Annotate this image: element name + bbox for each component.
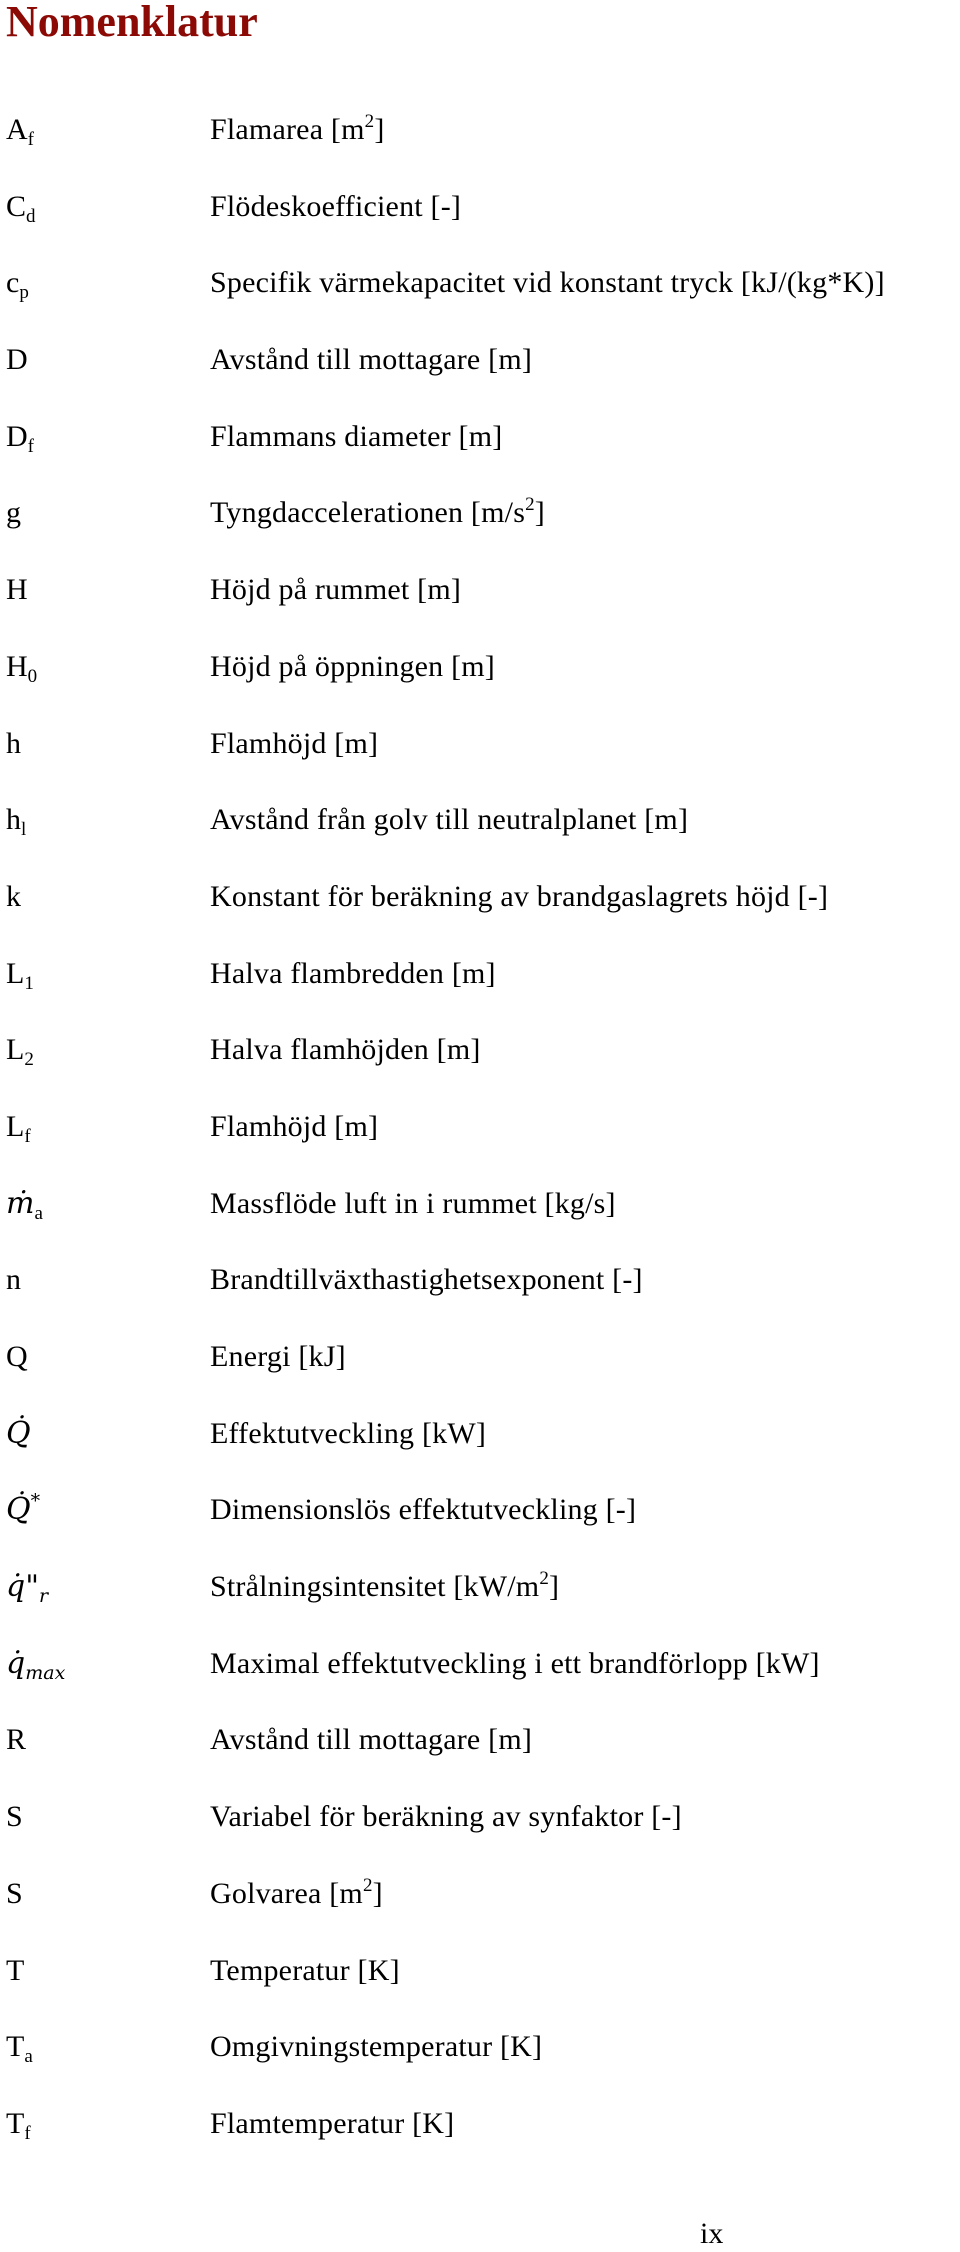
description-text: Variabel för beräkning av synfaktor [-] (210, 1800, 682, 1834)
description-text: Tyngdaccelerationen [m/s (210, 496, 526, 530)
description (210, 1799, 682, 1835)
symbol-base: D (6, 343, 28, 377)
symbol-base: T (6, 1953, 25, 1987)
nomenclature-row (0, 1791, 960, 1868)
description-text: Brandtillväxthastighetsexponent [-] (210, 1263, 643, 1297)
symbol (6, 1339, 28, 1375)
nomenclature-row (0, 1024, 960, 1101)
description (210, 2029, 542, 2065)
description-text: Flamarea [m (210, 113, 365, 146)
symbol-subscript: r (39, 1585, 49, 1608)
symbol-base: ṁ (6, 1185, 35, 1221)
nomenclature-row (0, 334, 960, 411)
description (210, 572, 461, 608)
symbol-base: n (6, 1263, 21, 1297)
description (210, 649, 495, 685)
symbol-base: H (6, 573, 28, 607)
symbol-subscript: d (26, 205, 36, 227)
description (210, 1186, 616, 1222)
symbol (6, 956, 34, 992)
nomenclature-row (0, 411, 960, 488)
nomenclature-row (0, 1714, 960, 1791)
symbol-subscript: f (27, 435, 34, 457)
symbol (6, 802, 27, 841)
description (210, 112, 385, 148)
description (210, 419, 502, 455)
description-text: Avstånd från golv till neutralplanet [m] (210, 803, 689, 837)
description (210, 342, 532, 378)
symbol (6, 1032, 34, 1071)
page-number: ix (700, 2217, 724, 2250)
nomenclature-row (0, 257, 960, 334)
nomenclature-row (0, 1408, 960, 1485)
description (210, 495, 545, 531)
symbol-base: g (6, 496, 21, 530)
symbol (6, 2029, 33, 2068)
symbol (6, 1416, 31, 1452)
symbol (6, 265, 29, 304)
symbol-subscript: a (24, 2046, 33, 2068)
symbol-base: c (6, 266, 20, 300)
symbol (6, 1876, 23, 1912)
symbol-subscript: f (24, 2122, 31, 2144)
description-text: Flamtemperatur [K] (210, 2106, 455, 2140)
description (210, 1416, 486, 1452)
description (210, 1646, 820, 1682)
symbol-subscript: 0 (27, 665, 38, 687)
nomenclature-row (0, 1101, 960, 1178)
description (210, 265, 885, 301)
nomenclature-row (0, 487, 960, 564)
symbol-base: A (6, 113, 28, 146)
description (210, 1492, 636, 1528)
nomenclature-row (0, 564, 960, 641)
description (210, 956, 496, 992)
description (210, 2106, 454, 2142)
description-end: ] (534, 496, 545, 530)
nomenclature-row (0, 1638, 960, 1715)
description (210, 1032, 481, 1068)
symbol-base: q̇ (6, 1645, 26, 1681)
description-superscript: 2 (364, 111, 375, 132)
nomenclature-row (0, 948, 960, 1025)
symbol (6, 2106, 31, 2142)
symbol-base: T (6, 2030, 25, 2064)
description (210, 1262, 643, 1298)
symbol (6, 1262, 21, 1298)
symbol-subscript: f (24, 1125, 31, 1147)
description (210, 1569, 559, 1605)
description-text: Höjd på öppningen [m] (210, 649, 495, 683)
description (210, 1722, 532, 1758)
description-text: Specifik värmekapacitet vid konstant tryck [kJ/(kg*K)] (210, 266, 885, 300)
nomenclature-row (0, 1945, 960, 2022)
symbol (6, 495, 21, 531)
description-end: ] (372, 1876, 383, 1910)
symbol-base: h (6, 803, 21, 837)
symbol-subscript: l (21, 819, 27, 841)
symbol-subscript: 1 (24, 972, 34, 994)
description-text: Temperatur [K] (210, 1953, 400, 1987)
description-text: Strålningsintensitet [kW/m (210, 1570, 540, 1604)
description-text: Halva flambredden [m] (210, 956, 496, 990)
description (210, 1109, 378, 1145)
symbol (6, 1646, 65, 1682)
symbol (6, 1953, 24, 1989)
nomenclature-row (0, 1331, 960, 1408)
symbol (6, 649, 37, 685)
description-superscript: 2 (362, 1874, 373, 1896)
symbol (6, 189, 36, 225)
symbol-superscript: * (30, 1490, 41, 1513)
description (210, 189, 461, 225)
symbol-base: R (6, 1723, 27, 1757)
description-text: Höjd på rummet [m] (210, 573, 462, 607)
symbol (6, 726, 21, 762)
symbol-base: H (6, 649, 28, 683)
nomenclature-row (0, 181, 960, 258)
symbol-base: Q̇ (6, 1492, 31, 1528)
symbol-base: L (6, 1109, 25, 1143)
symbol-subscript: p (19, 282, 29, 304)
symbol-base: L (6, 956, 25, 990)
nomenclature-row (0, 2098, 960, 2175)
nomenclature-row (0, 1484, 960, 1561)
symbol-subscript: 2 (24, 1049, 34, 1071)
description-text: Effektutveckling [kW] (210, 1416, 487, 1450)
nomenclature-row (0, 1561, 960, 1638)
nomenclature-row (0, 871, 960, 948)
description (210, 802, 688, 838)
symbol (6, 112, 34, 148)
description (210, 1953, 400, 1989)
nomenclature-row (0, 104, 960, 181)
symbol (6, 1492, 40, 1528)
description-end: ] (374, 113, 385, 146)
symbol (6, 1722, 26, 1758)
symbol (6, 879, 21, 915)
symbol-base: S (6, 1876, 23, 1910)
symbol-base: S (6, 1800, 23, 1834)
description-text: Golvarea [m (210, 1876, 363, 1910)
symbol (6, 1186, 43, 1222)
nomenclature-list (0, 104, 960, 2175)
symbol-base: Q (6, 1340, 28, 1373)
description-text: Flamhöjd [m] (210, 726, 379, 760)
nomenclature-row (0, 718, 960, 795)
description-text: Avstånd till mottagare [m] (210, 343, 533, 377)
symbol (6, 1569, 49, 1608)
description-text: Avstånd till mottagare [m] (210, 1723, 533, 1757)
description (210, 1339, 346, 1375)
description-text: Dimensionslös effektutveckling [-] (210, 1493, 637, 1527)
description-text: Omgivningstemperatur [K] (210, 2030, 543, 2064)
nomenclature-row (0, 2021, 960, 2098)
symbol (6, 419, 34, 455)
symbol (6, 1109, 31, 1145)
description (210, 726, 378, 762)
nomenclature-row (0, 1868, 960, 1945)
symbol-base: C (6, 189, 27, 223)
nomenclature-row (0, 1254, 960, 1331)
symbol-subscript: max (25, 1661, 66, 1684)
symbol (6, 572, 28, 608)
symbol (6, 1799, 23, 1835)
description (210, 879, 828, 915)
description (210, 1876, 383, 1912)
symbol-base: D (6, 419, 28, 453)
symbol-base: q̇" (6, 1569, 40, 1605)
description-text: Flamhöjd [m] (210, 1109, 379, 1143)
symbol-base: h (6, 726, 21, 760)
symbol (6, 342, 28, 378)
description-end: ] (549, 1570, 560, 1604)
nomenclature-row (0, 794, 960, 871)
description-text: Konstant för beräkning av brandgaslagrets höjd [-] (210, 879, 829, 913)
symbol-base: k (6, 879, 21, 913)
page-title: Nomenklatur (6, 0, 258, 46)
description-superscript: 2 (539, 1568, 550, 1590)
description-text: Maximal effektutveckling i ett brandförlopp [kW] (210, 1646, 820, 1680)
symbol-base: Q̇ (6, 1415, 31, 1451)
description-text: Energi [kJ] (210, 1340, 346, 1373)
description-text: Flödeskoefficient [-] (210, 189, 462, 223)
description-text: Flammans diameter [m] (210, 419, 503, 453)
symbol-base: L (6, 1033, 25, 1067)
description-superscript: 2 (525, 494, 535, 516)
description-text: Massflöde luft in i rummet [kg/s] (210, 1186, 616, 1220)
symbol-base: T (6, 2106, 25, 2140)
nomenclature-row (0, 641, 960, 718)
symbol-subscript: a (34, 1202, 43, 1224)
symbol-subscript: f (27, 129, 34, 150)
nomenclature-row (0, 1178, 960, 1255)
description-text: Halva flamhöjden [m] (210, 1033, 481, 1067)
